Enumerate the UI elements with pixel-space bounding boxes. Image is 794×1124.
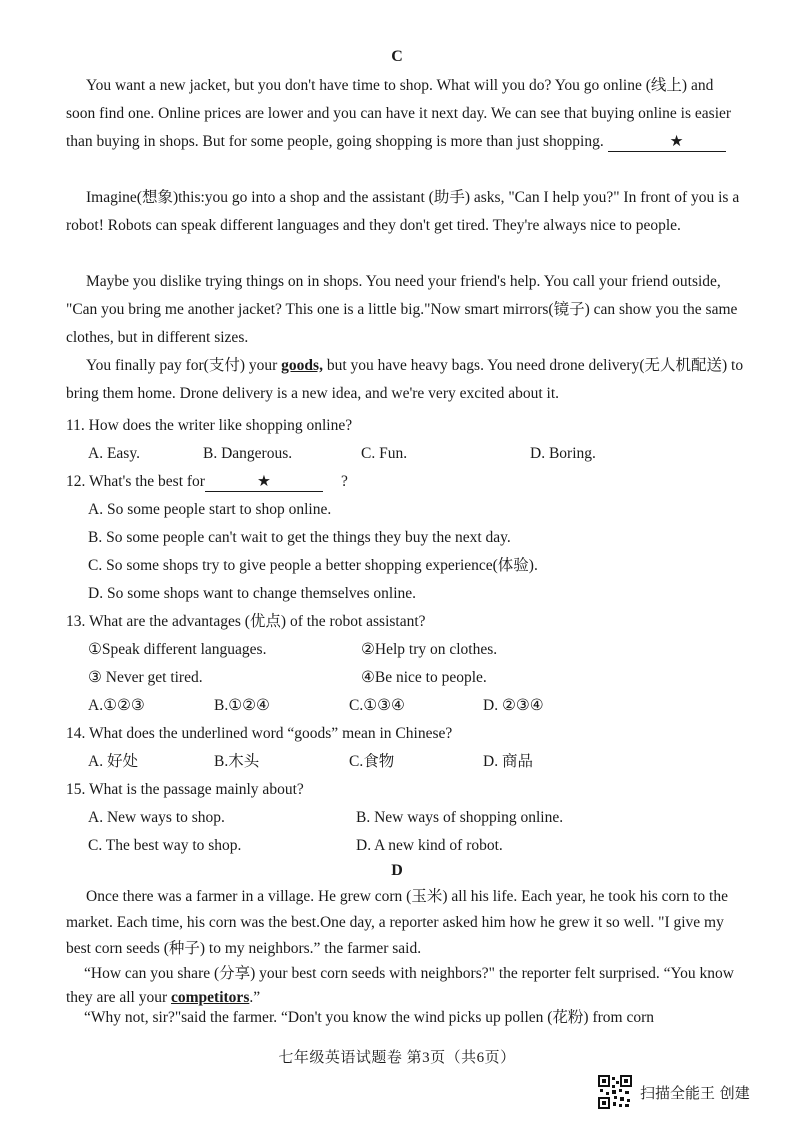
question-11-option-b: B. Dangerous. xyxy=(203,445,293,462)
section-c-paragraph-4-text-b: but you have heavy bags. You need drone delivery(无人机配送) to bring them home. Drone delivery is a new idea, and we're very excited about it. xyxy=(66,357,744,402)
section-c-paragraph-4 xyxy=(66,352,746,408)
section-d-paragraph-2 xyxy=(66,962,746,1010)
question-14-stem: 14. What does the underlined word “goods” mean in Chinese? xyxy=(66,725,453,742)
section-d-title: D xyxy=(391,862,403,879)
section-c-paragraph-2: Imagine(想象)this:you go into a shop and the assistant (助手) asks, "Can I help you?" In front of you is a robot! Robots can speak different languages and they don't get tired. They're always nice to people. xyxy=(66,189,740,234)
question-12-blank-star: ★ xyxy=(205,473,323,492)
question-13-option-b: B.①②④ xyxy=(214,697,270,714)
question-12-stem-text: 12. What's the best for xyxy=(66,473,205,490)
underlined-word-competitors: competitors xyxy=(171,989,250,1006)
blank-star-mark: ★ xyxy=(608,133,726,152)
qr-code-icon xyxy=(598,1075,632,1109)
question-15-option-d: D. A new kind of robot. xyxy=(356,837,503,854)
question-11-option-d: D. Boring. xyxy=(530,445,596,462)
question-14-option-b: B.木头 xyxy=(214,753,260,770)
page-footer: 七年级英语试题卷 第3页（共6页） xyxy=(278,1050,516,1066)
section-c-paragraph-4-text-a: You finally pay for(支付) your xyxy=(86,357,278,374)
question-14-option-d: D. 商品 xyxy=(483,753,533,770)
question-15-option-a: A. New ways to shop. xyxy=(88,809,225,826)
question-13-option-a: A.①②③ xyxy=(88,697,145,714)
question-13-statement-3: ③ Never get tired. xyxy=(88,669,203,686)
question-13-option-c: C.①③④ xyxy=(349,697,405,714)
section-d-paragraph-2-text-a: “How can you share (分享) your best corn seeds with neighbors?" the reporter felt surprised. “You know they are all your xyxy=(66,965,734,1006)
question-11-stem: 11. How does the writer like shopping online? xyxy=(66,417,353,434)
question-13-statement-1: ①Speak different languages. xyxy=(88,641,267,658)
question-12-option-b: B. So some people can't wait to get the things they buy the next day. xyxy=(88,529,511,546)
question-13-statement-4: ④Be nice to people. xyxy=(361,669,487,686)
question-13-statement-2: ②Help try on clothes. xyxy=(361,641,498,658)
scanner-brand-label: 扫描全能王 创建 xyxy=(640,1084,750,1102)
question-14-option-c: C.食物 xyxy=(349,753,395,770)
question-15-stem: 15. What is the passage mainly about? xyxy=(66,781,304,798)
question-15-option-c: C. The best way to shop. xyxy=(88,837,242,854)
section-d-paragraph-2-text-b: .” xyxy=(249,989,261,1006)
section-c-title: C xyxy=(391,48,403,65)
question-15-option-b: B. New ways of shopping online. xyxy=(356,809,564,826)
section-c-paragraph-1-text: You want a new jacket, but you don't have time to shop. What will you do? You go online (线上) and soon find one. Online prices are lower and you can have it next day. We can see that buying online is easier than buying in shops. But for some people, going shopping is more than just shopping. xyxy=(66,77,732,150)
question-12-question-mark: ? xyxy=(340,473,348,490)
section-c-paragraph-1 xyxy=(66,72,746,156)
question-11-option-c: C. Fun. xyxy=(361,445,408,462)
question-12-option-a: A. So some people start to shop online. xyxy=(88,501,332,518)
section-c-paragraph-3: Maybe you dislike trying things on in shops. You need your friend's help. You call your friend outside, "Can you bring me another jacket? This one is a little big."Now smart mirrors(镜子) can show you the same clothes, but in different sizes. xyxy=(66,273,738,346)
question-13-option-d: D. ②③④ xyxy=(483,697,544,714)
section-d-paragraph-3: “Why not, sir?"said the farmer. “Don't you know the wind picks up pollen (花粉) from corn xyxy=(84,1009,655,1026)
underlined-word-goods: goods, xyxy=(281,357,323,374)
section-d-paragraph-1: Once there was a farmer in a village. He grew corn (玉米) all his life. Each year, he took his corn to the market. Each time, his corn was the best.One day, a reporter asked him how he grew it so well. "I give my best corn seeds (种子) to my neighbors.” the farmer said. xyxy=(66,888,728,957)
question-11-option-a: A. Easy. xyxy=(88,445,140,462)
question-12-option-d: D. So some shops want to change themselves online. xyxy=(88,585,417,602)
question-12-option-c: C. So some shops try to give people a better shopping experience(体验). xyxy=(88,557,538,574)
question-13-stem: 13. What are the advantages (优点) of the robot assistant? xyxy=(66,613,426,630)
question-12-stem xyxy=(66,472,348,492)
question-14-option-a: A. 好处 xyxy=(88,753,138,770)
